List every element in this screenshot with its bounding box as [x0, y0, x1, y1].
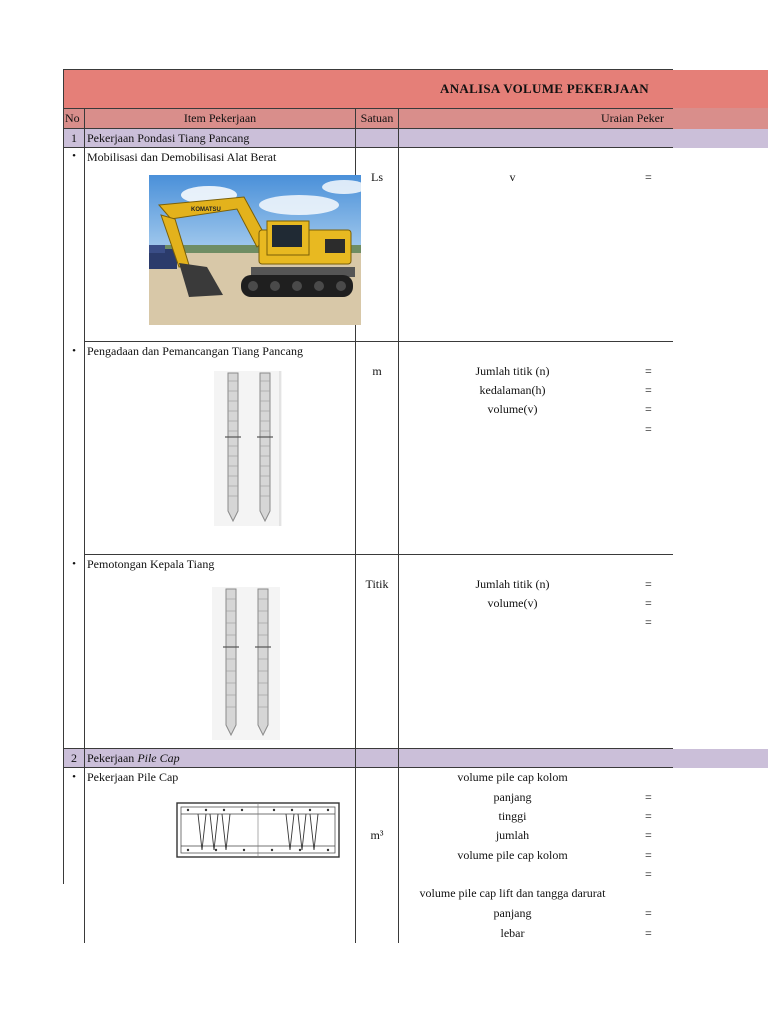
equals-sign: = — [645, 596, 652, 610]
title-band — [64, 70, 768, 108]
equals-sign: = — [645, 828, 652, 842]
pile-drawing-image — [212, 587, 280, 740]
detail-label: volume(v) — [487, 402, 538, 416]
detail-label: lebar — [500, 926, 525, 940]
equals-sign: = — [645, 906, 652, 920]
detail-label: volume pile cap lift dan tangga darurat — [419, 886, 606, 900]
detail-label: panjang — [493, 790, 532, 804]
section-number: 1 — [71, 131, 77, 145]
equals-sign: = — [645, 790, 652, 804]
equals-sign: = — [645, 383, 652, 397]
equals-sign: = — [645, 364, 652, 378]
item-unit: m³ — [370, 828, 384, 842]
bullet: • — [72, 345, 76, 357]
detail-label: Jumlah titik (n) — [475, 364, 550, 378]
page-title: ANALISA VOLUME PEKERJAAN — [440, 81, 649, 96]
excavator-image — [149, 175, 361, 325]
item-unit: m — [372, 364, 382, 378]
equals-sign: = — [645, 170, 652, 184]
detail-label: Jumlah titik (n) — [475, 577, 550, 591]
equals-sign: = — [645, 809, 652, 823]
grid-line — [63, 128, 673, 129]
grid-line — [63, 108, 673, 109]
bullet: • — [72, 771, 76, 783]
detail-label: tinggi — [498, 809, 527, 823]
section-title — [87, 750, 180, 766]
section-title-italic: Pile Cap — [137, 751, 180, 765]
grid-line — [84, 554, 673, 555]
item-unit: Titik — [365, 577, 389, 591]
grid-line — [63, 147, 673, 148]
section-title: Pekerjaan Pondasi Tiang Pancang — [87, 131, 250, 145]
grid-line — [63, 69, 673, 70]
detail-label: volume pile cap kolom — [457, 770, 568, 784]
detail-label: jumlah — [495, 828, 530, 842]
detail-label: v — [509, 170, 516, 184]
header-uraian: Uraian Peker — [601, 111, 664, 125]
detail-label: kedalaman(h) — [479, 383, 546, 397]
grid-line — [63, 748, 673, 749]
section-number: 2 — [71, 751, 77, 765]
section-title-plain: Pekerjaan — [87, 751, 138, 765]
equals-sign: = — [645, 867, 652, 881]
pile-cap-drawing-image — [176, 800, 340, 860]
grid-line — [398, 108, 399, 943]
item-label: Pemotongan Kepala Tiang — [87, 557, 215, 571]
grid-line — [63, 767, 673, 768]
detail-label: volume pile cap kolom — [457, 848, 568, 862]
equals-sign: = — [645, 926, 652, 940]
equals-sign: = — [645, 422, 652, 436]
header-satuan: Satuan — [360, 111, 394, 125]
detail-label: volume(v) — [487, 596, 538, 610]
bullet: • — [72, 150, 76, 162]
excavator-brand-text: KOMATSU — [191, 207, 221, 213]
header-no: No — [65, 111, 80, 125]
item-label: Pengadaan dan Pemancangan Tiang Pancang — [87, 344, 303, 358]
header-item: Item Pekerjaan — [183, 111, 257, 125]
item-label: Pekerjaan Pile Cap — [87, 770, 179, 784]
detail-label: panjang — [493, 906, 532, 920]
item-label: Mobilisasi dan Demobilisasi Alat Berat — [87, 150, 277, 164]
equals-sign: = — [645, 577, 652, 591]
grid-line — [84, 108, 85, 943]
equals-sign: = — [645, 615, 652, 629]
equals-sign: = — [645, 848, 652, 862]
grid-line — [84, 341, 673, 342]
pile-drawing-image — [214, 371, 282, 526]
bullet: • — [72, 558, 76, 570]
item-unit: Ls — [371, 170, 383, 184]
equals-sign: = — [645, 402, 652, 416]
